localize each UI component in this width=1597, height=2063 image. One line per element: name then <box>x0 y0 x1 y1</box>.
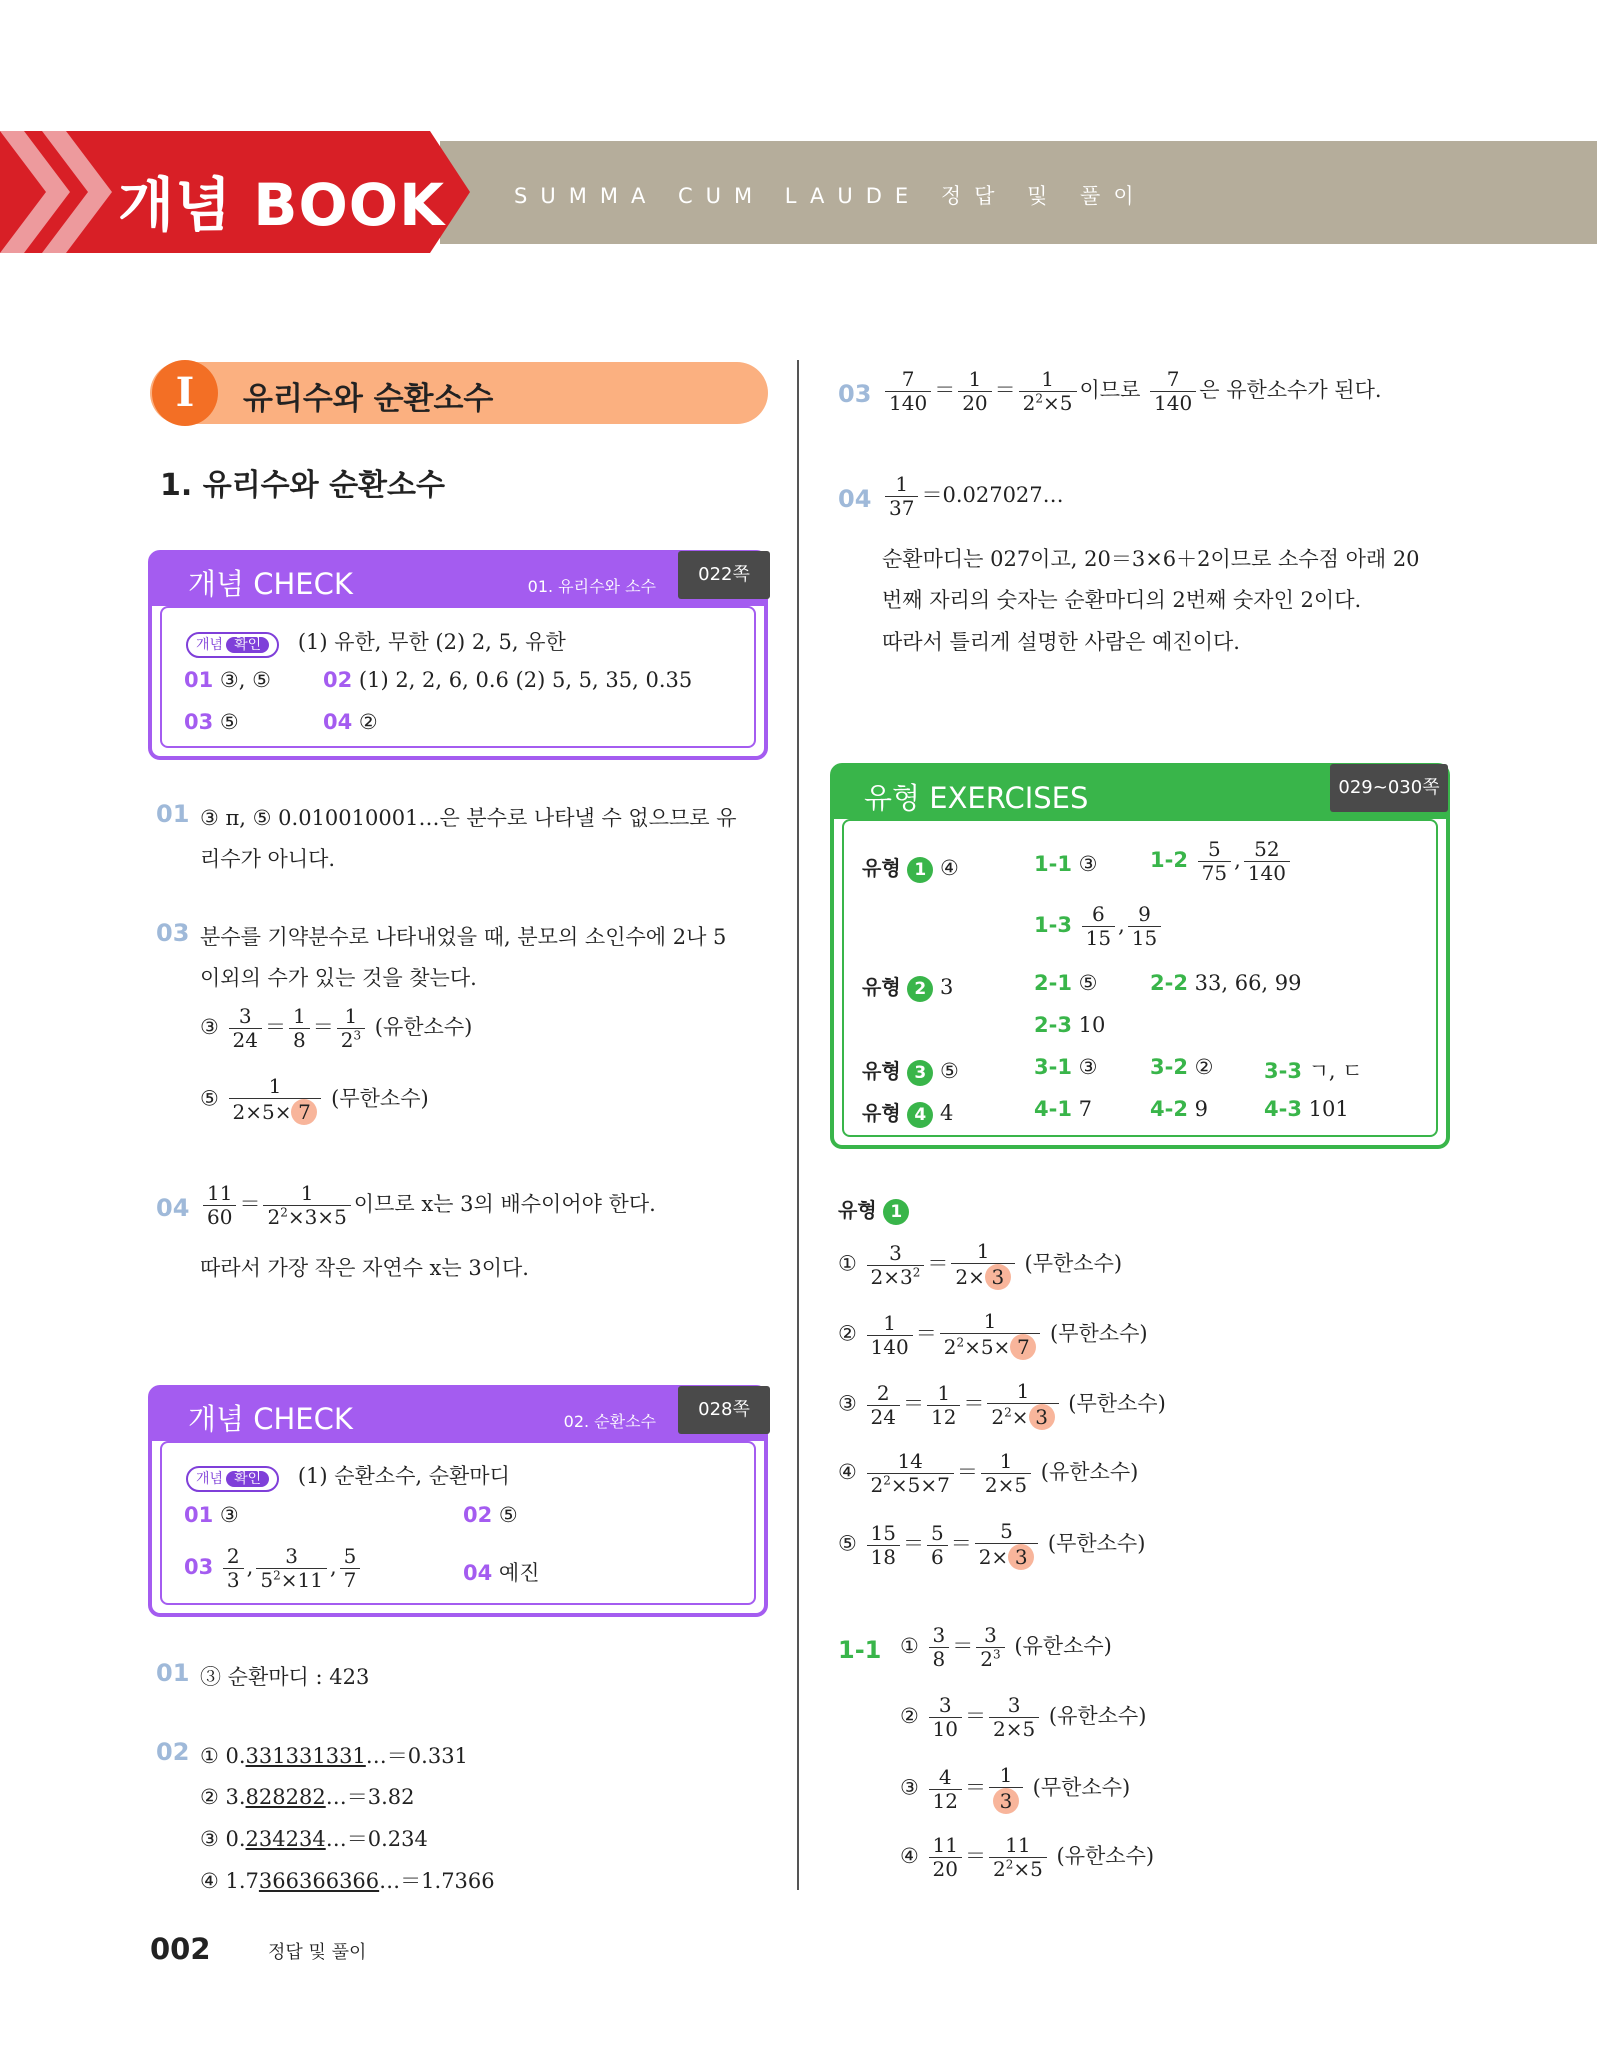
exercise-type-1: 유형 1 ④ <box>862 852 959 883</box>
question-number: 03 <box>838 380 872 408</box>
exercise-answer: 2-3 10 <box>1034 1013 1106 1037</box>
exercise-answer: 3-1 ③ <box>1034 1055 1098 1079</box>
solution-text: 분수를 기약분수로 나타내었을 때, 분모의 소인수에 2나 5 <box>200 925 727 949</box>
solution-equation: ② $\frac{1}{140}$ ＝ $\frac{1}{2^2\times 5\times 7}$ (무한소수) <box>838 1309 1148 1359</box>
answer-02: 02 (1) 2, 2, 6, 0.6 (2) 5, 5, 35, 0.35 <box>323 668 693 692</box>
header-title: 개념 BOOK <box>118 171 446 239</box>
confirm-answer: (1) 유한, 무한 (2) 2, 5, 유한 <box>297 630 566 654</box>
question-number: 04 <box>156 1194 190 1222</box>
check-subtitle: 01. 유리수와 소수 <box>527 577 656 596</box>
page-tag: 028쪽 <box>678 1386 770 1434</box>
solution-equation: ⑤ $\frac{1}{2\times 5\times 7}$ (무한소수) <box>200 1074 429 1124</box>
answer-01: 01 ③, ⑤ <box>184 668 271 692</box>
solution-text: 순환마디는 027이고, 20＝3×6＋2이므로 소수점 아래 20 <box>882 547 1420 571</box>
confirm-answer: (1) 순환소수, 순환마디 <box>297 1464 510 1488</box>
exercise-answer: 2-1 ⑤ <box>1034 971 1098 995</box>
exercise-answer: 3-2 ② <box>1150 1055 1214 1079</box>
question-number: 01 <box>156 1659 190 1687</box>
check-header <box>152 1389 764 1441</box>
question-number: 02 <box>156 1738 190 1766</box>
solution-equation: ④ $\frac{14}{2^2\times 5\times 7}$ ＝ $\frac{1}{2\times 5}$ (유한소수) <box>838 1449 1139 1497</box>
solution-equation: ① $\frac{3}{8}$ ＝ $\frac{3}{2^3}$ (유한소수) <box>900 1623 1112 1671</box>
solution-equation: ③ $\frac{2}{24}$ ＝ $\frac{1}{12}$ ＝ $\frac{1}{2^2\times 3}$ (무한소수) <box>838 1379 1166 1429</box>
solution-text: 따라서 틀리게 설명한 사람은 예진이다. <box>882 630 1240 654</box>
header-subtitle: SUMMA CUM LAUDE 정답 및 풀이 <box>514 184 1147 208</box>
page-number: 002 <box>150 1932 211 1966</box>
exercise-answer: 1-1 ③ <box>1034 852 1098 876</box>
solution-equation: ③ $\frac{4}{12}$ ＝ $\frac{1}{3}$ (무한소수) <box>900 1763 1131 1813</box>
answer-03: 03 $\frac{2}{3}$ , $\frac{3}{5^2\times 11}$ , $\frac{5}{7}$ <box>184 1545 363 1592</box>
exercises-box <box>830 763 1450 1149</box>
solution-text: ③ π, ⑤ 0.010010001…은 분수로 나타낼 수 없으므로 유 <box>200 806 737 830</box>
solution-equation: $\frac{7}{140}$ ＝ $\frac{1}{20}$ ＝ $\frac{1}{2^2\times 5}$ 이므로 $\frac{7}{140}$ 은 유한소수가 된다. <box>882 368 1382 415</box>
page-tag: 029~030쪽 <box>1330 764 1448 812</box>
solution-equation: ⑤ $\frac{15}{18}$ ＝ $\frac{5}{6}$ ＝ $\frac{5}{2\times 3}$ (무한소수) <box>838 1519 1146 1569</box>
question-number: 1-1 <box>838 1636 882 1664</box>
confirm-row <box>186 1460 510 1492</box>
exercise-type-3: 유형 3 ⑤ <box>862 1055 959 1086</box>
question-number: 01 <box>156 800 190 828</box>
confirm-badge: 개념 확인 <box>186 632 279 658</box>
solution-equation: ③ $\frac{3}{24}$ ＝ $\frac{1}{8}$ ＝ $\frac{1}{2^3}$ (유한소수) <box>200 1004 473 1052</box>
answer-04: 04 예진 <box>463 1561 540 1585</box>
solution-equation: $\frac{1}{37}$ ＝0.027027… <box>882 473 1064 520</box>
exercise-answer: 1-3 $\frac{6}{15}$ , $\frac{9}{15}$ <box>1034 903 1164 950</box>
exercise-type-4: 유형 4 4 <box>862 1097 953 1128</box>
answer-04: 04 ② <box>323 710 378 734</box>
exercise-answer: 4-3 101 <box>1264 1097 1349 1121</box>
exercise-type-2: 유형 2 3 <box>862 971 953 1002</box>
type-heading: 유형 1 <box>838 1194 909 1225</box>
exercise-answer: 4-1 7 <box>1034 1097 1093 1121</box>
solution-text: ④ 1.7366366366…＝1.7366 <box>200 1869 495 1893</box>
solution-equation: $\frac{11}{60}$ ＝ $\frac{1}{2^2\times 3\times 5}$ 이므로 x는 3의 배수이어야 한다. <box>200 1182 656 1229</box>
check-subtitle: 02. 순환소수 <box>563 1412 656 1431</box>
answer-01: 01 ③ <box>184 1503 239 1527</box>
question-number: 04 <box>838 485 872 513</box>
column-divider <box>797 360 799 1890</box>
check-title: 개념 CHECK <box>188 567 353 601</box>
exercise-answer: 1-2 $\frac{5}{75}$ , $\frac{52}{140}$ <box>1150 838 1293 885</box>
question-number: 03 <box>156 919 190 947</box>
check-header <box>152 554 764 606</box>
answer-03: 03 ⑤ <box>184 710 239 734</box>
exercise-answer: 3-3 ㄱ, ㄷ <box>1264 1059 1363 1083</box>
exercise-answer: 2-2 33, 66, 99 <box>1150 971 1302 995</box>
confirm-row <box>186 626 566 658</box>
check-title: 개념 CHECK <box>188 1402 353 1436</box>
exercise-answer: 4-2 9 <box>1150 1097 1209 1121</box>
solution-text: ① 0.331331331…＝0.331 <box>200 1744 468 1768</box>
solution-equation: ① $\frac{3}{2\times 3^2}$ ＝ $\frac{1}{2\times 3}$ (무한소수) <box>838 1239 1123 1289</box>
solution-equation: ② $\frac{3}{10}$ ＝ $\frac{3}{2\times 5}$ (유한소수) <box>900 1693 1147 1741</box>
exercises-title: 유형 EXERCISES <box>864 781 1089 815</box>
solution-text: 따라서 가장 작은 자연수 x는 3이다. <box>200 1256 529 1280</box>
confirm-badge: 개념 확인 <box>186 1466 279 1492</box>
footer-text: 정답 및 풀이 <box>268 1942 367 1963</box>
solution-text: ② 3.828282…＝3.82 <box>200 1785 415 1809</box>
answer-02: 02 ⑤ <box>463 1503 518 1527</box>
solution-text: ③ 순환마디 : 423 <box>200 1665 370 1689</box>
page-tag: 022쪽 <box>678 551 770 599</box>
section-title: 유리수와 순환소수 <box>243 381 494 417</box>
solution-text: 리수가 아니다. <box>200 847 336 871</box>
solution-text: 이외의 수가 있는 것을 찾는다. <box>200 966 477 990</box>
solution-text: 번째 자리의 숫자는 순환마디의 2번째 숫자인 2이다. <box>882 588 1362 612</box>
chapter-title: 1. 유리수와 순환소수 <box>160 468 445 503</box>
solution-equation: ④ $\frac{11}{20}$ ＝ $\frac{11}{2^2\times 5}$ (유한소수) <box>900 1833 1155 1881</box>
solution-text: ③ 0.234234…＝0.234 <box>200 1827 428 1851</box>
section-number: I <box>152 360 218 426</box>
